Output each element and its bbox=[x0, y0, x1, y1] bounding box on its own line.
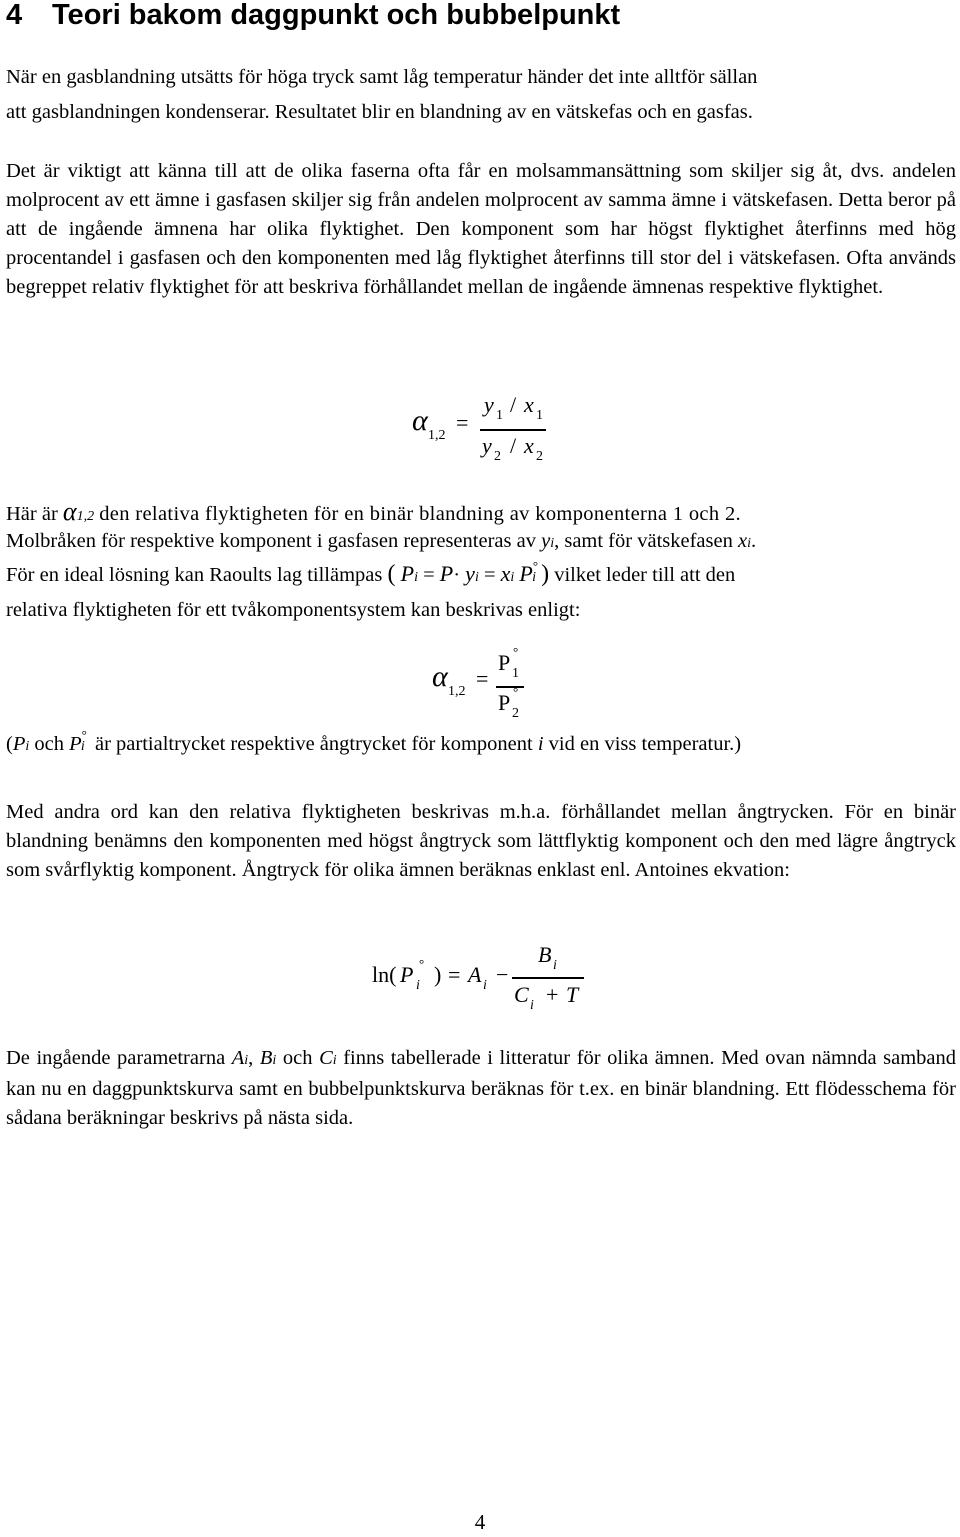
section-title: Teori bakom daggpunkt och bubbelpunkt bbox=[52, 0, 621, 31]
paragraph-intro-line-2: att gasblandningen kondenserar. Resultatet blir en blandning av en vätskefas och en gasfas. bbox=[6, 101, 753, 123]
eq3-c: C bbox=[514, 982, 529, 1007]
section-number: 4 bbox=[6, 0, 23, 31]
eq1-num-y-sub: 1 bbox=[496, 408, 503, 423]
eq3-plus: + bbox=[546, 982, 559, 1007]
eq2-num-degree: ° bbox=[513, 644, 519, 659]
eq2-equals: = bbox=[476, 666, 489, 691]
paragraph-intro-line-1: När en gasblandning utsätts för höga tryck samt låg temperatur händer det inte alltför sällan bbox=[6, 66, 758, 88]
eq1-alpha-sub: 1,2 bbox=[428, 428, 446, 443]
eq1-num-x-sub: 1 bbox=[536, 408, 543, 423]
eq3-a: A bbox=[468, 962, 482, 987]
eq1-den-y-sub: 2 bbox=[494, 449, 501, 464]
eq2-alpha-sub: 1,2 bbox=[448, 684, 466, 699]
eq1-equals: = bbox=[456, 410, 469, 435]
eq3-p-sub: i bbox=[416, 978, 420, 993]
eq3-ln: ln( bbox=[372, 962, 397, 987]
eq1-fraction-bar bbox=[480, 429, 546, 431]
eq3-a-sub: i bbox=[483, 978, 487, 993]
eq1-alpha: α bbox=[412, 404, 428, 437]
eq3-p: P bbox=[400, 962, 414, 987]
paragraph-antoine-parameters: De ingående parametrarna Ai, Bi och Ci finns tabellerade i litteratur för olika ämnen. Med ovan nämnda samband kan nu en daggpunktskurva samt en bubbelpunktskurva beräknas för t.ex. en binär blandning. Ett flödesschema för sådana beräkningar beskrivs på nästa sida. bbox=[6, 1047, 957, 1129]
paragraph-vapor-pressure: Med andra ord kan den relativa flyktigheten beskrivas m.h.a. förhållandet mellan ångtrycken. För en binär blandning benämns den komponenten med högst ångtryck som lättflyktig komponent och den med lägre ångtryck som svårflyktig komponent. Ångtryck för olika ämnen beräknas enklast enl. Antoines ekvation: bbox=[6, 801, 956, 881]
eq2-den-p: P bbox=[498, 690, 511, 715]
paragraph-two-component-line: relativa flyktigheten för ett tvåkomponentsystem kan beskrivas enligt: bbox=[6, 599, 581, 621]
eq1-num-x: x bbox=[524, 392, 534, 417]
eq1-den-x: x bbox=[524, 433, 534, 458]
eq3-b: B bbox=[538, 942, 552, 967]
eq2-den-sub: 2 bbox=[512, 706, 519, 721]
eq2-num-sub: 1 bbox=[512, 666, 519, 681]
inline-alpha: α bbox=[62, 497, 77, 526]
eq3-t: T bbox=[566, 982, 579, 1007]
eq3-close: ) bbox=[434, 962, 442, 987]
eq3-b-sub: i bbox=[553, 958, 557, 973]
eq2-num-p: P bbox=[498, 650, 511, 675]
eq2-den-degree: ° bbox=[513, 684, 519, 699]
eq2-fraction-bar bbox=[496, 686, 524, 688]
page-number: 4 bbox=[474, 1510, 486, 1534]
paragraph-raoult-line: För en ideal lösning kan Raoults lag tillämpas ( Pi = P· yi = xi P°i ) vilket leder till att den bbox=[6, 558, 736, 587]
eq3-c-sub: i bbox=[530, 998, 534, 1013]
paragraph-alpha-line-1: Här är α1,2 den relativa flyktigheten för en binär blandning av komponenterna 1 och 2. bbox=[6, 497, 742, 526]
paragraph-alpha-line-2: Molbråken för respektive komponent i gasfasen representeras av yi, samt för vätskefasen xi. bbox=[6, 530, 757, 552]
section-heading bbox=[6, 0, 620, 34]
paragraph-pressure-note: (Pi och P°i är partialtrycket respektive ångtrycket för komponent i vid en viss temperatur.) bbox=[6, 727, 742, 755]
eq3-equals: = bbox=[448, 962, 461, 987]
eq1-den-slash: / bbox=[510, 433, 517, 458]
eq2-alpha: α bbox=[432, 660, 448, 693]
eq1-num-y: y bbox=[484, 392, 494, 417]
eq1-den-y: y bbox=[482, 433, 492, 458]
eq3-fraction-bar bbox=[512, 977, 584, 979]
paragraph-relative-volatility: Det är viktigt att känna till att de olika faserna ofta får en molsammansättning som skiljer sig åt, dvs. andelen molprocent av ett ämne i gasfasen skiljer sig från andelen molprocent av samma ämne i vätskefasen. Detta beror på att de ingående ämnena har olika flyktighet. Den komponent som har högst flyktighet återfinns med hög procentandel i gasfasen och den komponenten med låg flyktighet återfinns till stor del i vätskefasen. Ofta används begreppet relativ flyktighet för att beskriva förhållandet mellan de ingående ämnenas respektive flyktighet. bbox=[6, 160, 956, 298]
eq3-degree: ° bbox=[419, 956, 425, 971]
eq1-den-x-sub: 2 bbox=[536, 449, 543, 464]
eq3-minus: − bbox=[496, 962, 509, 987]
eq1-num-slash: / bbox=[510, 392, 517, 417]
